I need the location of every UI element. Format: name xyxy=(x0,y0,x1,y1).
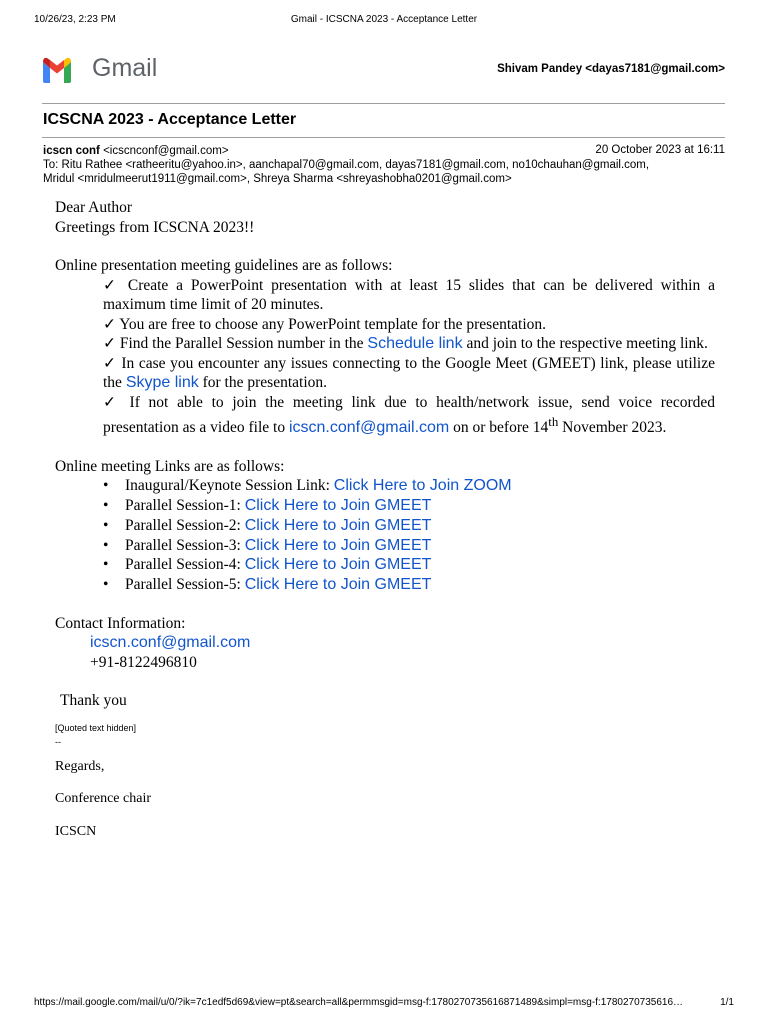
guideline-item xyxy=(103,334,715,354)
signature-regards: Regards, xyxy=(55,758,105,774)
session-label: Parallel Session-1: xyxy=(125,496,245,514)
print-footer-url: https://mail.google.com/mail/u/0/?ik=7c1edf5d69&view=pt&search=all&permmsgid=msg-f:1780270735616871489&simpl=msg-f:1780270735616… xyxy=(34,997,684,1008)
meeting-link-item xyxy=(125,496,715,516)
quoted-text-toggle[interactable]: [Quoted text hidden] xyxy=(55,722,137,733)
contact-email-line xyxy=(55,633,715,653)
meeting-links-list xyxy=(55,476,715,595)
join-gmeet-link-3[interactable]: Click Here to Join GMEET xyxy=(244,536,432,554)
guidelines-heading: Online presentation meeting guidelines are as follows: xyxy=(55,257,393,274)
session-label: Parallel Session-4: xyxy=(125,556,245,574)
guideline-text: ✓ Find the Parallel Session number in the xyxy=(103,335,368,352)
contact-heading: Contact Information: xyxy=(55,614,186,632)
guidelines-list xyxy=(55,276,715,438)
meeting-link-item xyxy=(125,536,715,556)
join-gmeet-link-4[interactable]: Click Here to Join GMEET xyxy=(244,556,432,574)
meeting-link-item xyxy=(125,555,715,575)
guideline-text: ✓ In case you encounter any issues connecting to the Google Meet (GMEET) link, please utilize the xyxy=(103,354,715,391)
greeting-line: Greetings from ICSCNA 2023!! xyxy=(55,218,255,236)
guideline-item xyxy=(103,354,715,393)
guideline-text: on or before 14 xyxy=(449,419,549,437)
header-divider xyxy=(42,103,725,104)
signature-org: ICSCN xyxy=(55,823,97,839)
join-zoom-link[interactable]: Click Here to Join ZOOM xyxy=(333,477,512,495)
print-datetime: 10/26/23, 2:23 PM xyxy=(34,14,116,25)
thanks-line: Thank you xyxy=(60,692,127,710)
guideline-item xyxy=(103,393,715,438)
signature-role: Conference chair xyxy=(55,791,151,807)
meeting-link-item xyxy=(125,516,715,536)
session-label: Parallel Session-5: xyxy=(125,576,245,594)
meeting-link-item xyxy=(125,476,715,496)
email-date: 20 October 2023 at 16:11 xyxy=(595,144,725,156)
ordinal-suffix: th xyxy=(548,414,559,429)
print-title: Gmail - ICSCNA 2023 - Acceptance Letter xyxy=(290,14,478,25)
session-label: Inaugural/Keynote Session Link: xyxy=(125,477,334,495)
guideline-text: for the presentation. xyxy=(198,374,327,391)
join-gmeet-link-2[interactable]: Click Here to Join GMEET xyxy=(244,516,432,534)
signature-separator: -- xyxy=(55,736,61,747)
sender-line xyxy=(43,144,229,159)
session-label: Parallel Session-2: xyxy=(125,516,245,534)
greeting-line: Dear Author xyxy=(55,199,133,216)
print-page-number: 1/1 xyxy=(720,997,734,1008)
guideline-item: ✓ Create a PowerPoint presentation with at least 15 slides that can be delivered within a maximum time limit of 20 minutes. xyxy=(103,276,715,313)
links-heading: Online meeting Links are as follows: xyxy=(55,457,285,475)
sender-email: <icscnconf@gmail.com> xyxy=(103,145,229,157)
gmail-wordmark: Gmail xyxy=(92,54,158,82)
session-label: Parallel Session-3: xyxy=(125,536,245,554)
sender-name: icscn conf xyxy=(43,145,100,157)
recipients-line-1: To: Ritu Rathee <ratheeritu@yahoo.in>, aanchapal70@gmail.com, dayas7181@gmail.com, no10chauhan@gmail.com, xyxy=(43,159,650,171)
guideline-item: ✓ You are free to choose any PowerPoint template for the presentation. xyxy=(103,315,546,333)
subject-divider xyxy=(42,137,725,138)
contact-phone: +91-8122496810 xyxy=(90,653,197,671)
account-label: Shivam Pandey <dayas7181@gmail.com> xyxy=(497,63,725,75)
contact-email-link[interactable]: icscn.conf@gmail.com xyxy=(90,634,251,652)
skype-link[interactable]: Skype link xyxy=(125,374,199,391)
signature xyxy=(55,757,715,842)
join-gmeet-link-5[interactable]: Click Here to Join GMEET xyxy=(244,576,432,594)
guideline-text: and join to the respective meeting link. xyxy=(462,335,708,352)
recipients-line-2: Mridul <mridulmeerut1911@gmail.com>, Shreya Sharma <shreyashobha0201@gmail.com> xyxy=(43,173,512,185)
guideline-text: ✓ If not able to join the meeting link due to health/network issue, send voice recorded presentation as a video file to xyxy=(103,393,715,437)
email-subject: ICSCNA 2023 - Acceptance Letter xyxy=(43,111,297,128)
schedule-link[interactable]: Schedule link xyxy=(367,335,463,352)
email-body xyxy=(55,198,715,854)
guideline-text: November 2023. xyxy=(558,419,667,437)
conference-email-link[interactable]: icscn.conf@gmail.com xyxy=(288,419,450,437)
meeting-link-item xyxy=(125,575,715,595)
join-gmeet-link-1[interactable]: Click Here to Join GMEET xyxy=(244,496,432,514)
